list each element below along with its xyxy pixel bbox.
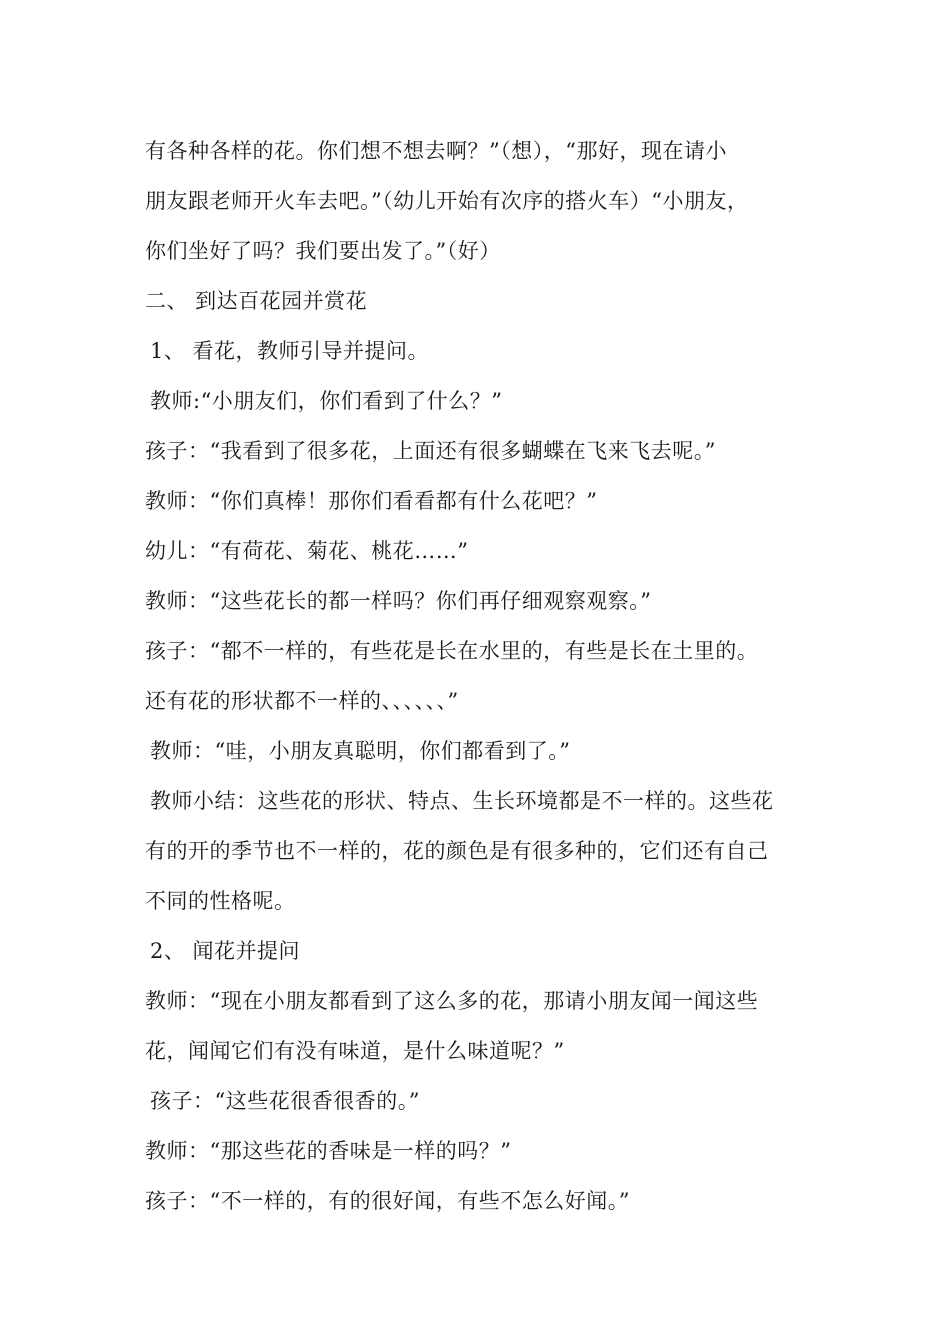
dialogue-line: 花，闻闻它们有没有味道，是什么味道呢？”	[145, 1039, 565, 1063]
dialogue-line: 教师:“小朋友们，你们看到了什么？”	[150, 389, 503, 413]
dialogue-line: 孩子：“我看到了很多花，上面还有很多蝴蝶在飞来飞去呢。”	[145, 439, 716, 463]
dialogue-line: 幼儿：“有荷花、菊花、桃花……”	[145, 539, 469, 563]
dialogue-line: 教师：“现在小朋友都看到了这么多的花，那请小朋友闻一闻这些	[145, 989, 759, 1013]
summary-line: 有的开的季节也不一样的，花的颜色是有很多种的，它们还有自己	[145, 839, 769, 863]
dialogue-line: 孩子：“都不一样的，有些花是长在水里的，有些是长在土里的。	[145, 639, 759, 663]
text-line: 有各种各样的花。你们想不想去啊？”（想），“那好，现在请小	[145, 139, 727, 163]
dialogue-line: 教师：“哇，小朋友真聪明，你们都看到了。”	[150, 739, 571, 763]
dialogue-line: 教师：“这些花长的都一样吗？你们再仔细观察观察。”	[145, 589, 652, 613]
dialogue-line: 教师：“你们真棒！那你们看看都有什么花吧？”	[145, 489, 598, 513]
subsection-heading: 1、 看花，教师引导并提问。	[150, 339, 430, 363]
text-line: 你们坐好了吗？我们要出发了。”（好）	[145, 239, 501, 263]
dialogue-line: 孩子：“这些花很香很香的。”	[150, 1089, 420, 1113]
summary-line: 不同的性格呢。	[145, 889, 296, 913]
summary-line: 教师小结：这些花的形状、特点、生长环境都是不一样的。这些花	[150, 789, 774, 813]
dialogue-line: 教师：“那这些花的香味是一样的吗？”	[145, 1139, 512, 1163]
dialogue-line: 孩子：“不一样的，有的很好闻，有些不怎么好闻。”	[145, 1189, 630, 1213]
section-heading: 二、 到达百花园并赏花	[145, 289, 368, 313]
text-line: 朋友跟老师开火车去吧。”（幼儿开始有次序的搭火车）“小朋友，	[145, 189, 749, 213]
dialogue-line: 还有花的形状都不一样的、、、、、、”	[145, 689, 459, 713]
subsection-heading: 2、 闻花并提问	[150, 939, 301, 963]
